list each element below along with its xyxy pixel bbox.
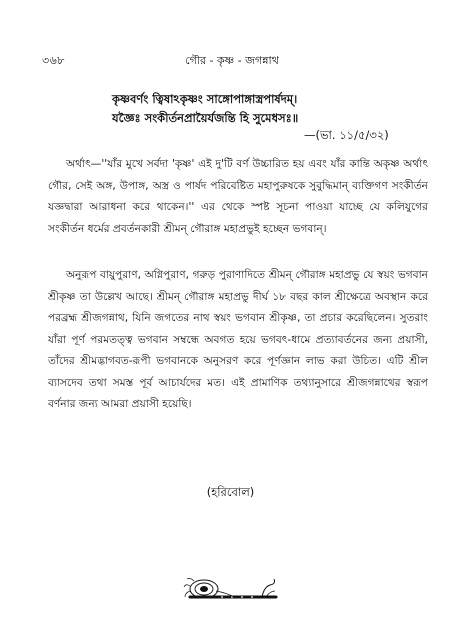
sanskrit-verse: [112, 90, 298, 128]
paragraph-2: [48, 265, 428, 416]
flute-peacock-feather-ornament-icon: [182, 575, 282, 607]
paragraph-1: [48, 154, 428, 240]
verse-line-2: যজ্ঞৈঃ সংকীর্তনপ্রায়ৈর্যজন্তি হি সুমেধসঃ॥: [112, 111, 299, 125]
verse-line-1: কৃষ্ণবর্ণং ত্বিষাঽকৃষ্ণং সাঙ্গোপাঙ্গাস্ত্রপার্ষদম্।: [112, 92, 298, 106]
paragraph-2-text: অনুরূপ বায়ুপুরাণ, অগ্নিপুরাণ, গরুড় পুরাণাদিতে শ্রীমন্ গৌরাঙ্গ মহাপ্রভু যে স্বয়ং ভগবান শ্রীকৃষ্ণ তা উল্লেখ আছে। শ্রীমন্ গৌরাঙ্গ মহাপ্রভু দীর্ঘ ১৮ বছর কাল শ্রীক্ষেত্রে অবস্থান করে পরব্রহ্ম শ্রীজগন্নাথ, যিনি জগতের নাথ স্বয়ং ভগবান শ্রীকৃষ্ণ, তা প্রচার করেছিলেন। সুতরাং যাঁরা পূর্ণ পরমতত্ত্ব ভগবান সম্বন্ধে অবগত হয়ে ভগবৎ-ধামে প্রত্যাবর্তনের জন্য প্রয়াসী, তাঁদের শ্রীমদ্ভাগবত-রূপী ভগবানকে অনুসরণ করে পূর্ণজ্ঞান লাভ করা উচিত। এটি শ্রীল ব্যাসদেব তথা সমস্ত পূর্ব আচার্যদের মত। এই প্রামাণিক তথ্যানুসারে শ্রীজগন্নাথের স্বরূপ বর্ণনার জন্য আমরা প্রয়াসী হয়েছি।: [48, 269, 428, 410]
running-title: গৌর - কৃষ্ণ - জগন্নাথ: [185, 54, 279, 67]
paragraph-1-text: অর্থাৎ—''যাঁর মুখে সর্বদা 'কৃষ্ণ' এই দু'টি বর্ণ উচ্চারিত হয় এবং যাঁর কান্তি অকৃষ্ণ অর্থাৎ গৌর, সেই অঙ্গ, উপাঙ্গ, অস্ত্র ও পার্ষদ পরিবেষ্টিত মহাপুরুষকে সুবুদ্ধিমান্ ব্যক্তিগণ সংকীর্তন যজ্ঞদ্বারা আরাধনা করে থাকেন।'' এর থেকে স্পষ্ট সূচনা পাওয়া যাচ্ছে যে কলিযুগের সংকীর্তন ধর্মের প্রবর্তনকারী শ্রীমন্ গৌরাঙ্গ মহাপ্রভুই হচ্ছেন ভগবান্।: [48, 158, 428, 235]
page-header: [42, 52, 422, 68]
verse-reference: —(ভা. ১১/৫/৩২): [304, 128, 389, 142]
closing-line: (হরিবোল): [206, 485, 255, 499]
page-number: ৩৬৮: [42, 54, 65, 67]
